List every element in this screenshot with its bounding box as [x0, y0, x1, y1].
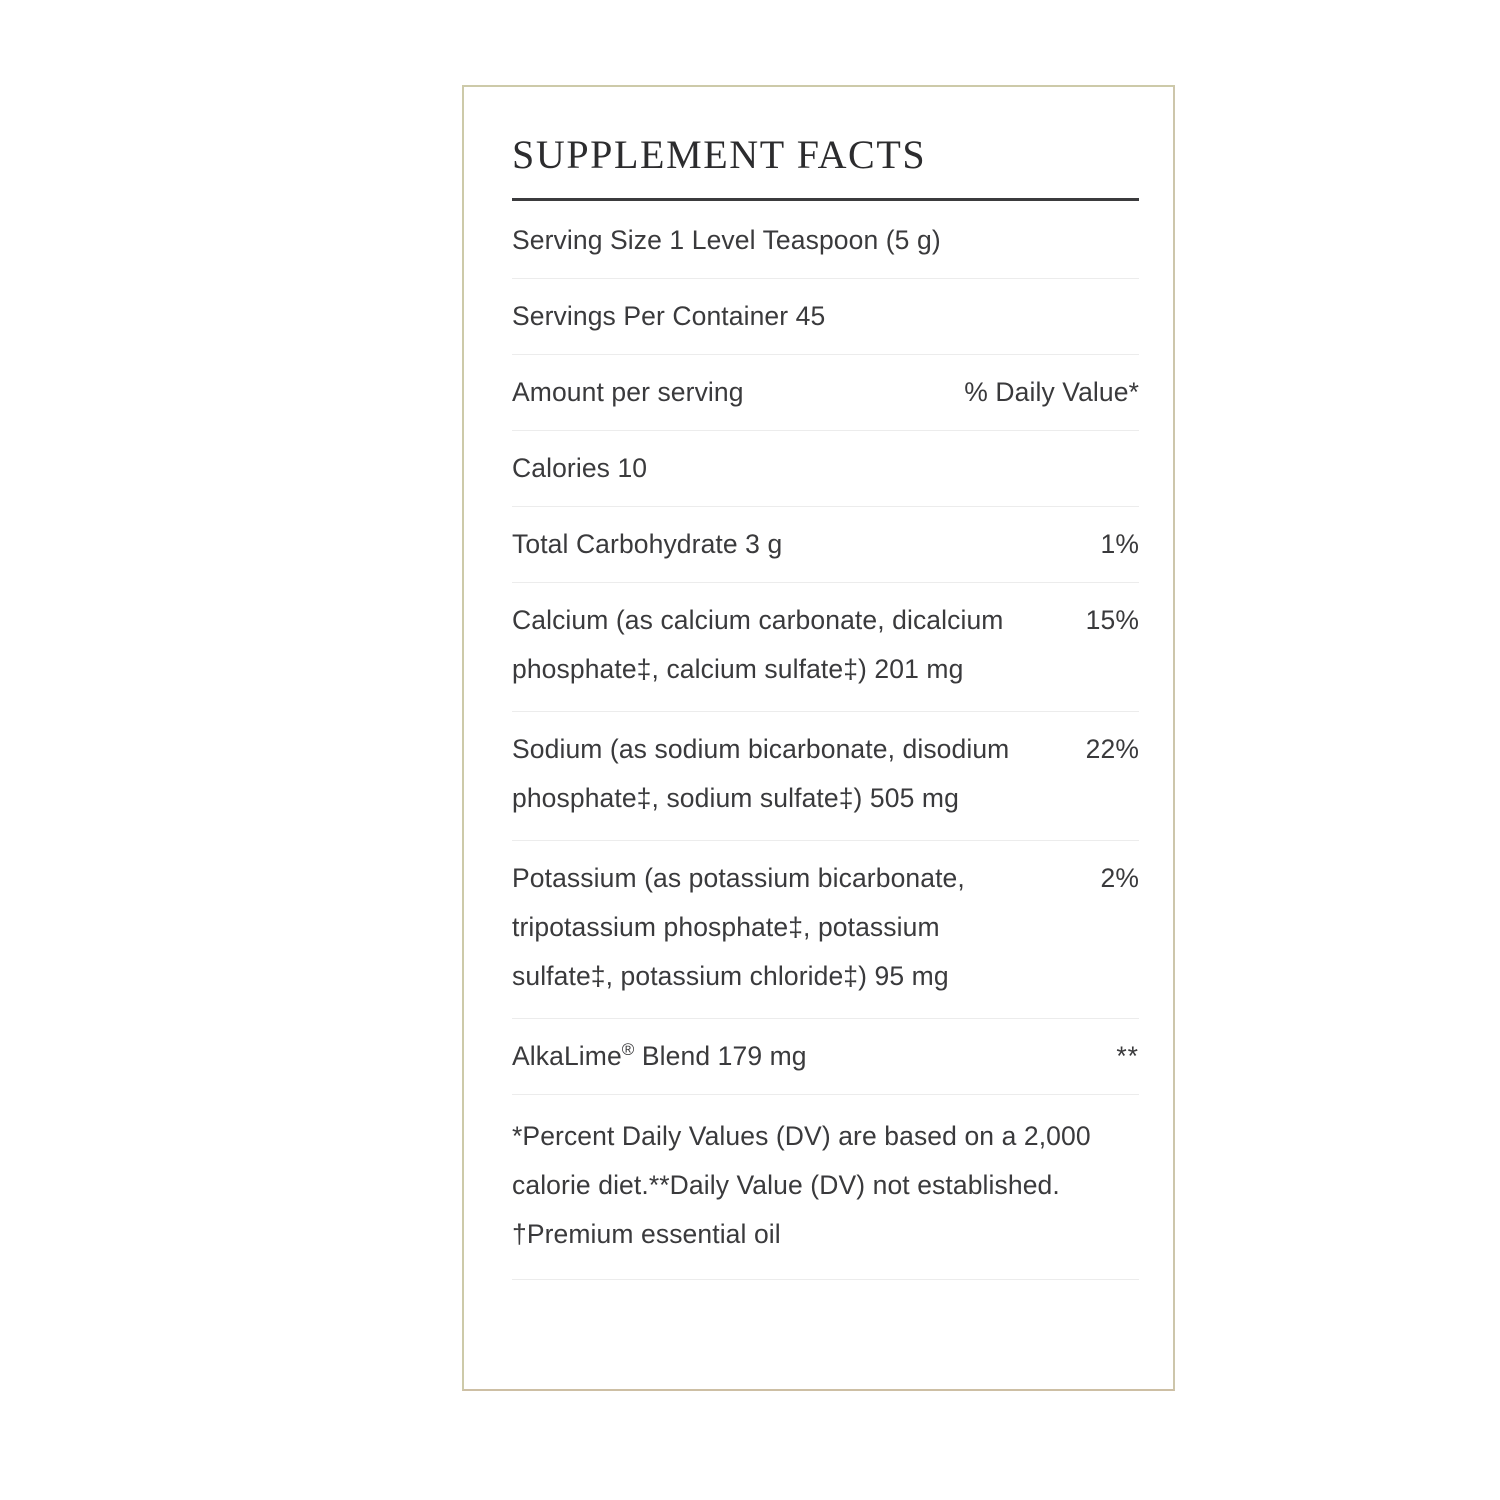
servings-per-container-label: Servings Per Container 45	[512, 301, 826, 331]
footnote-row	[512, 1095, 1139, 1280]
calories-label: Calories 10	[512, 453, 648, 483]
alkalime-blend-amount: Blend 179 mg	[634, 1041, 807, 1071]
table-row-calories	[512, 431, 1139, 507]
potassium-label: Potassium (as potassium bicarbonate, tripotassium phosphate‡, potassium sulfate‡, potassium chloride‡) 95 mg	[512, 863, 965, 991]
page-title: SUPPLEMENT FACTS	[512, 132, 927, 177]
total-carbohydrate-label: Total Carbohydrate 3 g	[512, 529, 783, 559]
table-row-sodium	[512, 712, 1139, 841]
total-carbohydrate-dv: 1%	[1100, 529, 1139, 559]
alkalime-blend-dv: **	[1116, 1041, 1139, 1071]
potassium-dv: 2%	[1100, 863, 1139, 893]
table-row-serving-size	[512, 201, 1139, 279]
serving-size-label: Serving Size 1 Level Teaspoon (5 g)	[512, 225, 941, 255]
supplement-facts-panel	[462, 85, 1175, 1391]
table-row-alkalime-blend	[512, 1019, 1139, 1095]
alkalime-blend-label	[512, 1032, 807, 1081]
supplement-facts-content	[512, 87, 1139, 1280]
alkalime-blend-name: AlkaLime	[512, 1041, 622, 1071]
calcium-label: Calcium (as calcium carbonate, dicalcium phosphate‡, calcium sulfate‡) 201 mg	[512, 605, 1004, 684]
registered-trademark-icon: ®	[621, 1040, 635, 1060]
table-row-amount-header	[512, 355, 1139, 431]
table-row-calcium	[512, 583, 1139, 712]
sodium-label: Sodium (as sodium bicarbonate, disodium phosphate‡, sodium sulfate‡) 505 mg	[512, 734, 1010, 813]
footnote-text: *Percent Daily Values (DV) are based on a 2,000 calorie diet.**Daily Value (DV) not established. †Premium essential oil	[512, 1121, 1091, 1249]
table-row-servings-per-container	[512, 279, 1139, 355]
table-row-total-carbohydrate	[512, 507, 1139, 583]
sodium-dv: 22%	[1085, 734, 1139, 764]
table-row-potassium	[512, 841, 1139, 1019]
daily-value-header: % Daily Value*	[964, 377, 1139, 407]
calcium-dv: 15%	[1085, 605, 1139, 635]
amount-per-serving-label: Amount per serving	[512, 377, 744, 407]
